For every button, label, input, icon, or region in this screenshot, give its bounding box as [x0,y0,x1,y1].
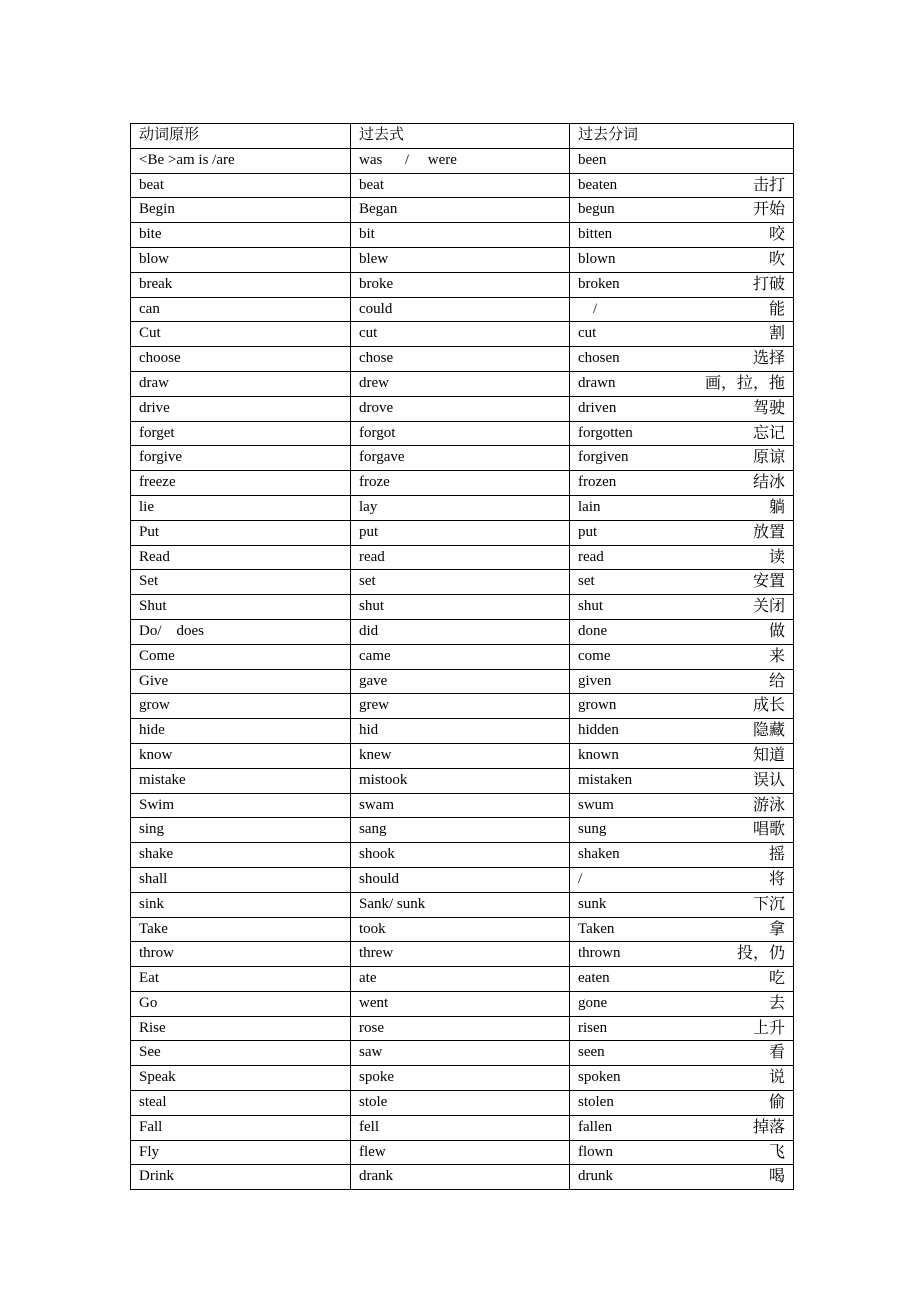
chinese-meaning: 安置 [752,573,785,591]
past-participle-cell [570,347,794,372]
past-participle-word: forgiven [578,449,629,466]
chinese-meaning: 击打 [752,176,785,194]
chinese-meaning: 关闭 [752,598,785,616]
chinese-meaning: 成长 [752,697,785,715]
past-participle-cell [570,619,794,644]
base-form-cell: <Be >am is /are [131,148,351,173]
base-form-cell: Take [131,917,351,942]
past-tense-cell: chose [351,347,570,372]
header-past-tense: 过去式 [351,124,570,149]
chinese-meaning: 误认 [752,771,785,789]
past-participle-cell [570,644,794,669]
past-participle-word: spoken [578,1069,621,1086]
table-row [131,991,794,1016]
chinese-meaning: 驾驶 [752,399,785,417]
base-form-cell: Eat [131,967,351,992]
base-form-cell: choose [131,347,351,372]
table-row [131,148,794,173]
past-participle-word: drunk [578,1168,613,1185]
base-form-cell: Swim [131,793,351,818]
table-row [131,867,794,892]
past-participle-cell [570,173,794,198]
chinese-meaning: 将 [768,870,785,888]
past-participle-word: chosen [578,350,620,367]
table-row [131,793,794,818]
past-participle-cell [570,297,794,322]
past-participle-cell [570,669,794,694]
past-tense-cell: was / were [351,148,570,173]
past-participle-cell [570,1115,794,1140]
table-row [131,272,794,297]
chinese-meaning: 游泳 [752,796,785,814]
past-participle-cell [570,421,794,446]
past-tense-cell: lay [351,495,570,520]
table-row [131,570,794,595]
base-form-cell: See [131,1041,351,1066]
past-participle-word: known [578,746,619,763]
base-form-cell: throw [131,942,351,967]
base-form-cell: Fly [131,1140,351,1165]
table-row [131,198,794,223]
table-row [131,967,794,992]
past-participle-cell [570,917,794,942]
past-participle-word: done [578,622,608,639]
table-row [131,644,794,669]
base-form-cell: mistake [131,768,351,793]
base-form-cell: Set [131,570,351,595]
table-row [131,471,794,496]
past-participle-word: swum [578,796,614,813]
base-form-cell: forgive [131,446,351,471]
table-row [131,1066,794,1091]
chinese-meaning: 忘记 [752,424,785,442]
base-form-cell: steal [131,1091,351,1116]
past-participle-cell [570,843,794,868]
base-form-cell: Read [131,545,351,570]
past-tense-cell: could [351,297,570,322]
table-header-row [131,124,794,149]
past-participle-cell [570,198,794,223]
base-form-cell: shake [131,843,351,868]
past-participle-word: driven [578,399,617,416]
base-form-cell: Fall [131,1115,351,1140]
past-participle-word: broken [578,275,620,292]
past-participle-cell [570,892,794,917]
base-form-cell: can [131,297,351,322]
past-participle-word: stolen [578,1094,614,1111]
chinese-meaning: 隐藏 [752,722,785,740]
past-tense-cell: hid [351,719,570,744]
table-row [131,619,794,644]
past-tense-cell: knew [351,743,570,768]
past-participle-word: been [578,151,607,168]
past-tense-cell: should [351,867,570,892]
past-participle-cell [570,867,794,892]
chinese-meaning: 读 [768,548,785,566]
past-participle-word: cut [578,325,597,342]
past-tense-cell: flew [351,1140,570,1165]
header-base-form: 动词原形 [131,124,351,149]
base-form-cell: break [131,272,351,297]
past-tense-cell: spoke [351,1066,570,1091]
table-row [131,768,794,793]
past-tense-cell: grew [351,694,570,719]
past-participle-word: mistaken [578,771,633,788]
past-tense-cell: blew [351,247,570,272]
base-form-cell: Go [131,991,351,1016]
table-row [131,247,794,272]
table-row [131,1115,794,1140]
past-participle-cell [570,595,794,620]
past-tense-cell: forgot [351,421,570,446]
base-form-cell: Speak [131,1066,351,1091]
table-row [131,1140,794,1165]
past-participle-cell [570,223,794,248]
past-tense-cell: rose [351,1016,570,1041]
table-row [131,545,794,570]
table-row [131,495,794,520]
chinese-meaning: 摇 [768,846,785,864]
base-form-cell: shall [131,867,351,892]
past-participle-cell [570,1016,794,1041]
past-participle-word: sunk [578,895,607,912]
past-participle-word: risen [578,1019,608,1036]
past-participle-word: flown [578,1143,613,1160]
chinese-meaning: 给 [768,672,785,690]
past-participle-word: fallen [578,1118,613,1135]
past-participle-word: shaken [578,846,620,863]
past-tense-cell: froze [351,471,570,496]
base-form-cell: Rise [131,1016,351,1041]
chinese-meaning: 唱歌 [752,821,785,839]
table-row [131,917,794,942]
past-participle-cell [570,148,794,173]
base-form-cell: beat [131,173,351,198]
table-row [131,297,794,322]
chinese-meaning: 投，仍 [736,945,785,963]
past-tense-cell: drank [351,1165,570,1190]
past-participle-cell [570,520,794,545]
base-form-cell: freeze [131,471,351,496]
table-row [131,1091,794,1116]
past-participle-cell [570,1165,794,1190]
past-tense-cell: swam [351,793,570,818]
table-row [131,743,794,768]
table-row [131,892,794,917]
past-participle-cell [570,322,794,347]
past-participle-cell [570,396,794,421]
table-row [131,371,794,396]
past-tense-cell: sang [351,818,570,843]
chinese-meaning: 做 [768,622,785,640]
base-form-cell: forget [131,421,351,446]
base-form-cell: know [131,743,351,768]
past-participle-cell [570,545,794,570]
past-participle-cell [570,1041,794,1066]
past-tense-cell: shook [351,843,570,868]
past-participle-cell [570,768,794,793]
past-tense-cell: put [351,520,570,545]
past-participle-cell [570,1091,794,1116]
base-form-cell: Come [131,644,351,669]
past-participle-word: bitten [578,226,613,243]
chinese-meaning: 下沉 [752,895,785,913]
base-form-cell: Drink [131,1165,351,1190]
chinese-meaning: 说 [768,1069,785,1087]
table-row [131,669,794,694]
past-participle-cell [570,1140,794,1165]
past-participle-word: / [578,300,598,317]
base-form-cell: Cut [131,322,351,347]
chinese-meaning: 拿 [768,920,785,938]
table-row [131,396,794,421]
past-participle-cell [570,967,794,992]
base-form-cell: Do/ does [131,619,351,644]
past-tense-cell: Sank/ sunk [351,892,570,917]
past-tense-cell: beat [351,173,570,198]
irregular-verb-table [130,123,794,1190]
past-participle-word: beaten [578,176,618,193]
past-participle-word: put [578,523,598,540]
past-tense-cell: did [351,619,570,644]
chinese-meaning: 喝 [768,1168,785,1186]
past-participle-word: come [578,647,611,664]
past-participle-word: grown [578,697,617,714]
past-tense-cell: went [351,991,570,1016]
past-participle-cell [570,743,794,768]
table-row [131,1041,794,1066]
past-participle-word: lain [578,498,601,515]
chinese-meaning: 看 [768,1044,785,1062]
base-form-cell: bite [131,223,351,248]
past-participle-word: gone [578,994,608,1011]
past-tense-cell: bit [351,223,570,248]
past-participle-word: begun [578,201,615,218]
chinese-meaning: 掉落 [752,1118,785,1136]
table-row [131,1016,794,1041]
past-participle-cell [570,694,794,719]
past-participle-cell [570,371,794,396]
past-participle-cell [570,991,794,1016]
past-participle-word: given [578,672,612,689]
past-participle-word: forgotten [578,424,633,441]
base-form-cell: sing [131,818,351,843]
past-tense-cell: set [351,570,570,595]
chinese-meaning: 去 [768,994,785,1012]
past-participle-cell [570,446,794,471]
past-tense-cell: drove [351,396,570,421]
base-form-cell: lie [131,495,351,520]
past-participle-cell [570,818,794,843]
past-tense-cell: read [351,545,570,570]
past-participle-word: sung [578,821,607,838]
past-participle-word: Taken [578,920,615,937]
past-participle-cell [570,247,794,272]
chinese-meaning: 吃 [768,970,785,988]
chinese-meaning: 来 [768,647,785,665]
past-participle-word: read [578,548,604,565]
table-row [131,173,794,198]
table-row [131,942,794,967]
chinese-meaning: 结冰 [752,474,785,492]
base-form-cell: drive [131,396,351,421]
past-tense-cell: ate [351,967,570,992]
table-row [131,446,794,471]
past-tense-cell: cut [351,322,570,347]
chinese-meaning: 偷 [768,1094,785,1112]
past-tense-cell: threw [351,942,570,967]
past-tense-cell: took [351,917,570,942]
chinese-meaning: 能 [768,300,785,318]
past-tense-cell: gave [351,669,570,694]
chinese-meaning: 割 [768,325,785,343]
chinese-meaning: 吹 [768,250,785,268]
base-form-cell: blow [131,247,351,272]
chinese-meaning: 上升 [752,1019,785,1037]
past-tense-cell: Began [351,198,570,223]
past-participle-word: set [578,573,595,590]
base-form-cell: Shut [131,595,351,620]
chinese-meaning: 选择 [752,350,785,368]
table-row [131,322,794,347]
past-tense-cell: fell [351,1115,570,1140]
past-tense-cell: came [351,644,570,669]
table-row [131,719,794,744]
past-tense-cell: drew [351,371,570,396]
base-form-cell: Begin [131,198,351,223]
table-body [131,148,794,1189]
chinese-meaning: 知道 [752,746,785,764]
table-row [131,694,794,719]
past-participle-word: eaten [578,970,610,987]
past-participle-word: thrown [578,945,621,962]
chinese-meaning: 原谅 [752,449,785,467]
base-form-cell: grow [131,694,351,719]
chinese-meaning: 放置 [752,523,785,541]
past-participle-word: drawn [578,374,616,391]
table-row [131,347,794,372]
chinese-meaning: 开始 [752,201,785,219]
past-participle-cell [570,570,794,595]
chinese-meaning: 咬 [768,226,785,244]
table-row [131,421,794,446]
table-row [131,843,794,868]
table-row [131,595,794,620]
past-participle-cell [570,1066,794,1091]
past-participle-word: seen [578,1044,605,1061]
past-participle-cell [570,495,794,520]
past-tense-cell: shut [351,595,570,620]
base-form-cell: Give [131,669,351,694]
past-tense-cell: broke [351,272,570,297]
past-participle-cell [570,272,794,297]
chinese-meaning: 画，拉，拖 [704,374,785,392]
past-participle-word: frozen [578,474,617,491]
past-tense-cell: stole [351,1091,570,1116]
past-participle-cell [570,942,794,967]
past-participle-cell [570,793,794,818]
past-participle-cell [570,719,794,744]
base-form-cell: draw [131,371,351,396]
header-past-participle: 过去分词 [570,124,794,149]
past-participle-word: shut [578,598,604,615]
base-form-cell: hide [131,719,351,744]
past-tense-cell: forgave [351,446,570,471]
base-form-cell: sink [131,892,351,917]
table-row [131,1165,794,1190]
table-row [131,520,794,545]
chinese-meaning: 飞 [768,1143,785,1161]
past-participle-word: / [578,870,583,887]
chinese-meaning: 打破 [752,275,785,293]
past-participle-word: blown [578,250,616,267]
table-row [131,818,794,843]
chinese-meaning: 躺 [768,498,785,516]
table-row [131,223,794,248]
past-tense-cell: mistook [351,768,570,793]
past-participle-cell [570,471,794,496]
past-tense-cell: saw [351,1041,570,1066]
base-form-cell: Put [131,520,351,545]
past-participle-word: hidden [578,722,619,739]
